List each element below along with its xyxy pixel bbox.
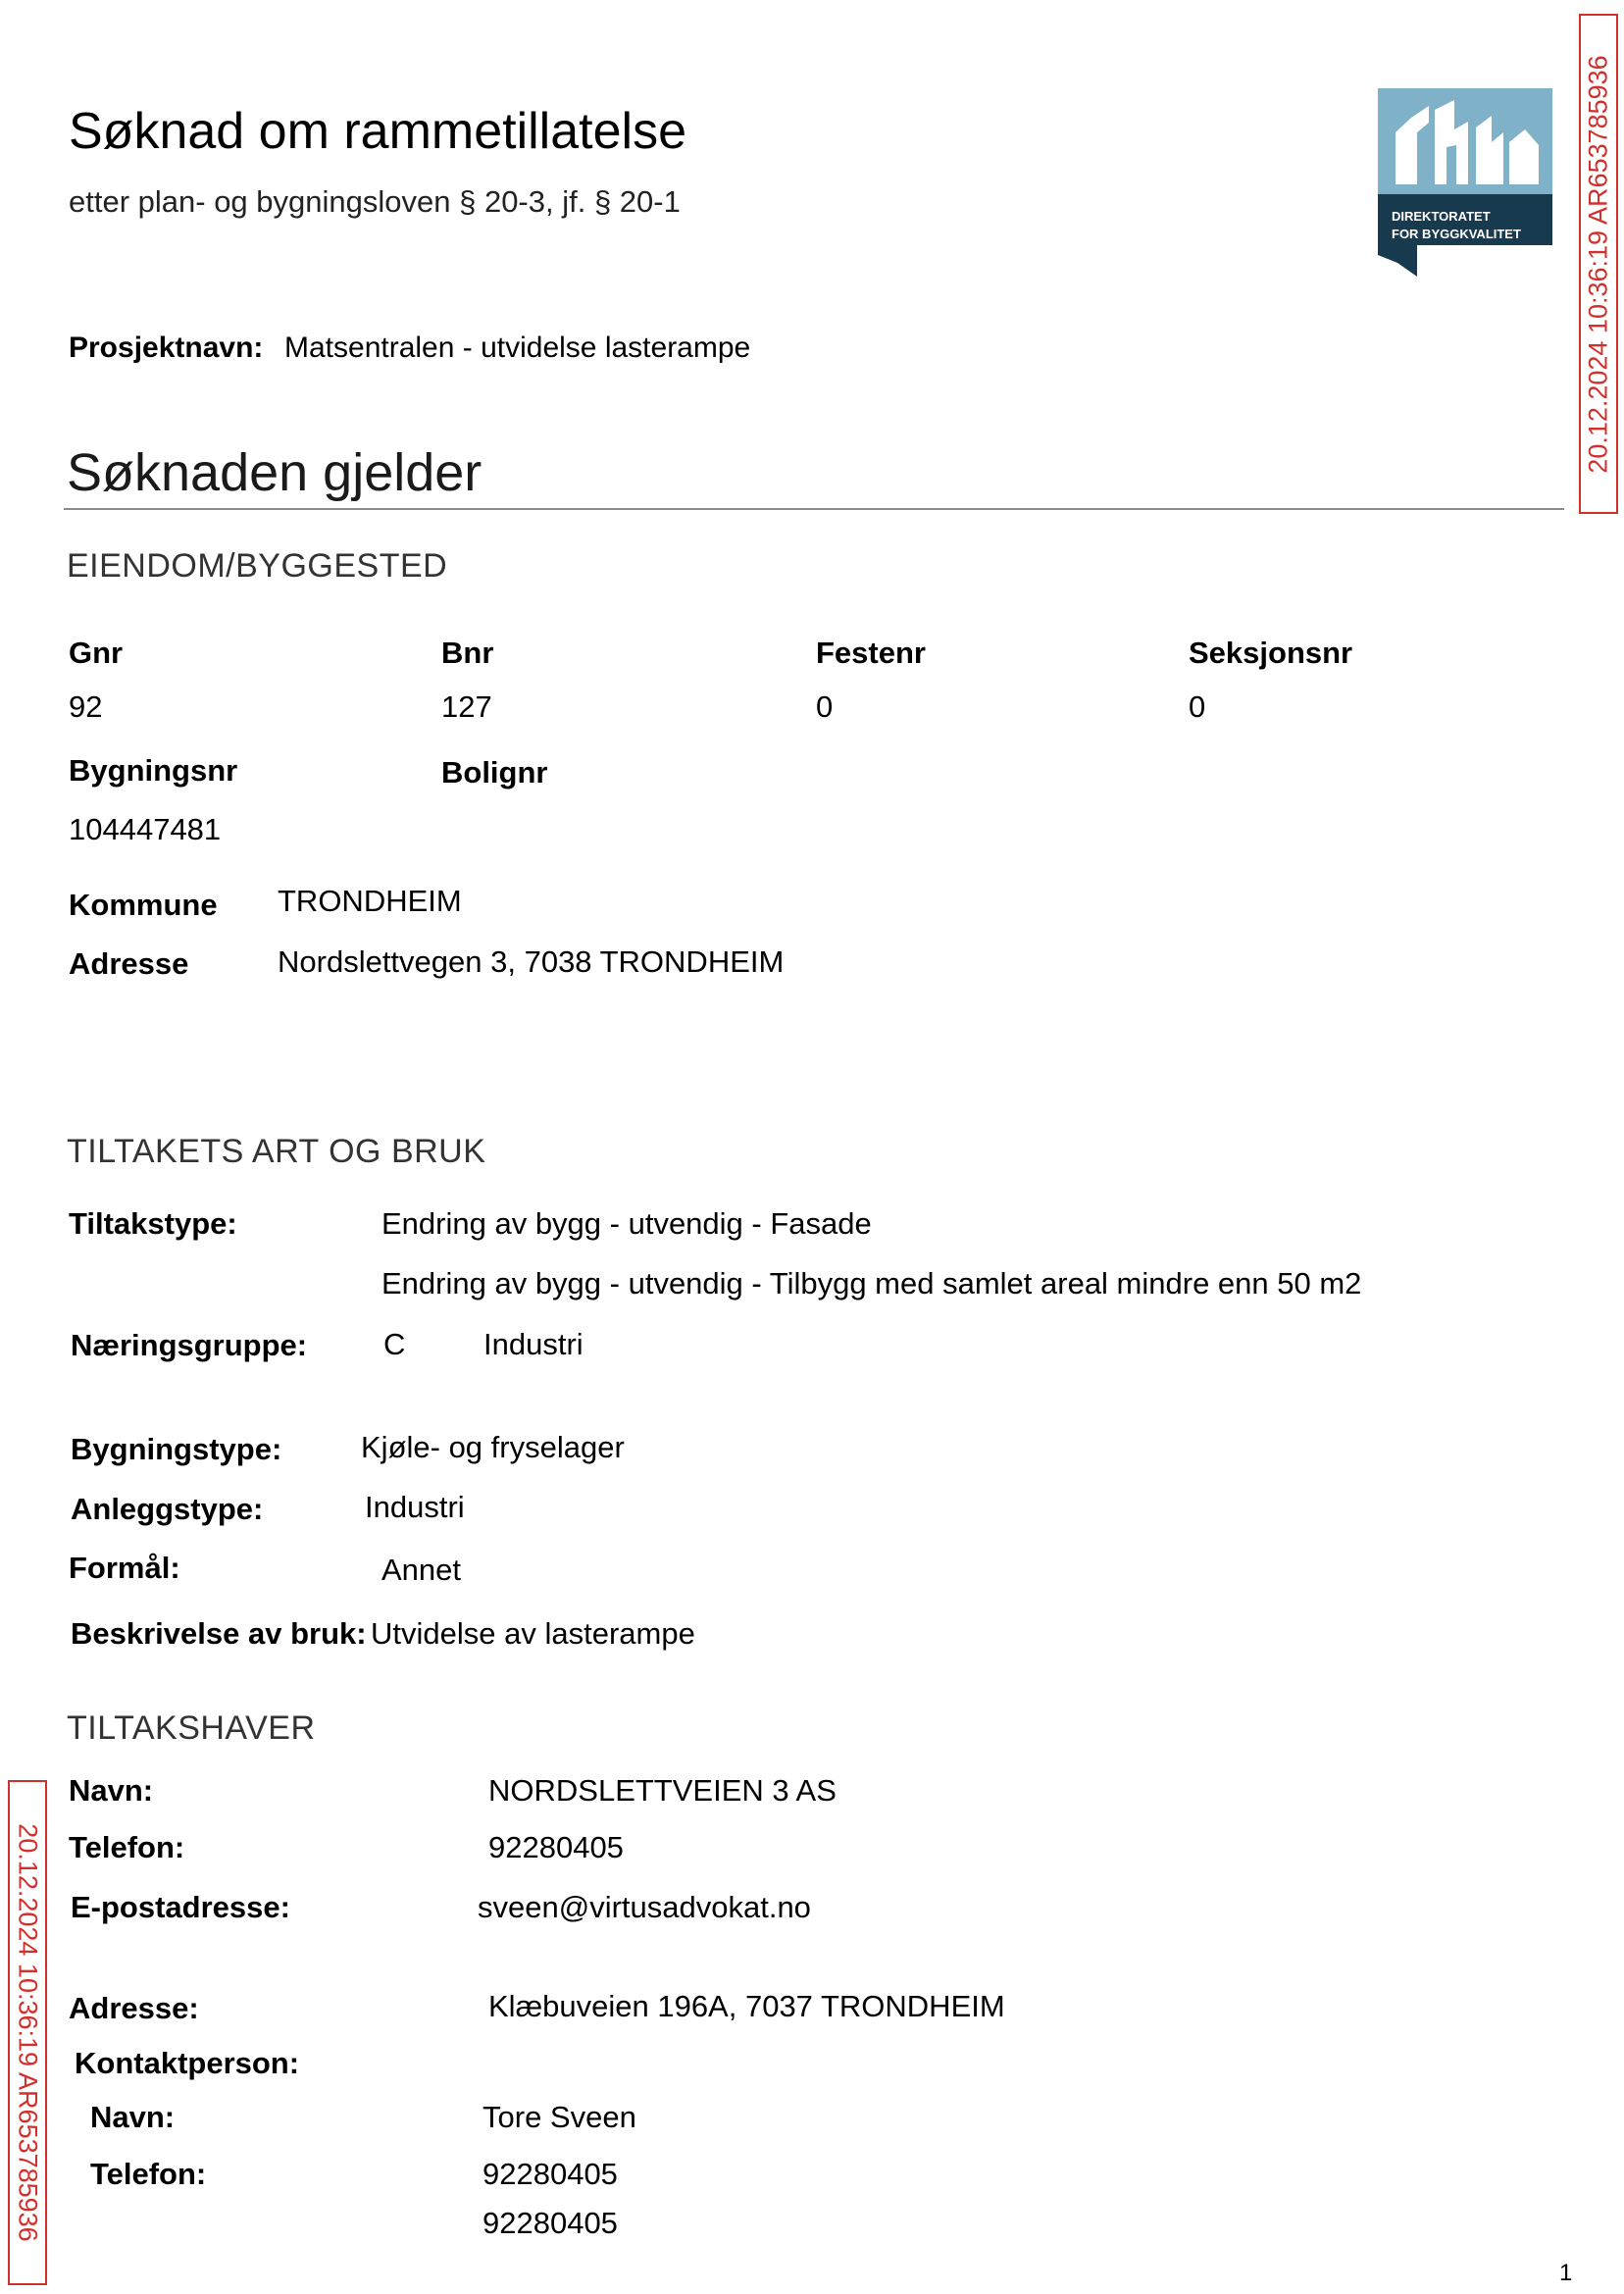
festenr-value: 0 [816,689,834,724]
logo-text-line1: DIREKTORATET [1392,209,1491,224]
bygningsnr-value: 104447481 [69,812,222,846]
owner-telefon-label: Telefon: [69,1830,185,1864]
adresse-value: Nordslettvegen 3, 7038 TRONDHEIM [278,944,785,979]
logo-icon [1378,88,1552,277]
seksjonsnr-value: 0 [1189,689,1206,724]
tiltakstype-value-1: Endring av bygg - utvendig - Fasade [381,1206,872,1241]
dibk-logo [1378,88,1552,277]
anleggstype-label: Anleggstype: [71,1492,264,1526]
naeringsgruppe-label: Næringsgruppe: [71,1328,308,1362]
project-name-value: Matsentralen - utvidelse lasterampe [284,331,751,364]
contact-telefon-value-2: 92280405 [482,2206,618,2240]
bygningstype-value: Kjøle- og fryselager [361,1430,625,1464]
section-title: Søknaden gjelder [67,443,482,502]
owner-adresse-value: Klæbuveien 196A, 7037 TRONDHEIM [488,1989,1005,2023]
owner-telefon-value: 92280405 [488,1830,624,1864]
logo-text-line2: FOR BYGGKVALITET [1392,227,1521,241]
seksjonsnr-label: Seksjonsnr [1189,636,1353,670]
anleggstype-value: Industri [365,1490,465,1524]
contact-telefon-label: Telefon: [90,2157,207,2191]
naeringsgruppe-code: C [383,1327,406,1361]
kommune-label: Kommune [69,888,218,922]
adresse-label: Adresse [69,946,189,981]
measure-heading: TILTAKETS ART OG BRUK [67,1133,486,1170]
tiltakstype-label: Tiltakstype: [69,1206,237,1241]
beskrivelse-value: Utvidelse av lasterampe [371,1616,695,1651]
bygningsnr-label: Bygningsnr [69,753,238,788]
archive-stamp-top [1579,14,1618,514]
naeringsgruppe-name: Industri [483,1327,584,1361]
document-title: Søknad om rammetillatelse [69,103,686,160]
owner-epost-value: sveen@virtusadvokat.no [478,1890,811,1924]
contact-person-label: Kontaktperson: [75,2046,300,2080]
gnr-label: Gnr [69,636,124,670]
festenr-label: Festenr [816,636,926,670]
formaal-label: Formål: [69,1551,180,1585]
gnr-value: 92 [69,689,103,724]
property-heading: EIENDOM/BYGGESTED [67,547,448,585]
tiltakstype-value-2: Endring av bygg - utvendig - Tilbygg med samlet areal mindre enn 50 m2 [381,1266,1362,1300]
archive-stamp-left [8,1780,47,2285]
bolignr-label: Bolignr [441,755,548,790]
section-divider [64,508,1564,510]
owner-heading: TILTAKSHAVER [67,1709,316,1747]
bygningstype-label: Bygningstype: [71,1432,282,1466]
owner-epost-label: E-postadresse: [71,1890,290,1924]
contact-navn-value: Tore Sveen [482,2100,636,2134]
contact-navn-label: Navn: [90,2100,176,2134]
archive-stamp-top-text: 20.12.2024 10:36:19 AR653785936 [1583,54,1613,474]
owner-navn-value: NORDSLETTVEIEN 3 AS [488,1773,837,1808]
archive-stamp-left-text: 20.12.2024 10:36:19 AR653785936 [13,1823,43,2242]
owner-navn-label: Navn: [69,1773,154,1808]
formaal-value: Annet [381,1553,462,1587]
page-number: 1 [1559,2260,1573,2286]
kommune-value: TRONDHEIM [278,884,462,918]
bnr-value: 127 [441,689,492,724]
bnr-label: Bnr [441,636,494,670]
contact-telefon-value: 92280405 [482,2157,618,2191]
beskrivelse-label: Beskrivelse av bruk: [71,1616,367,1651]
owner-adresse-label: Adresse: [69,1991,199,2025]
document-subtitle: etter plan- og bygningsloven § 20-3, jf. § 20-1 [69,184,681,219]
project-name-label: Prosjektnavn: [69,331,264,364]
